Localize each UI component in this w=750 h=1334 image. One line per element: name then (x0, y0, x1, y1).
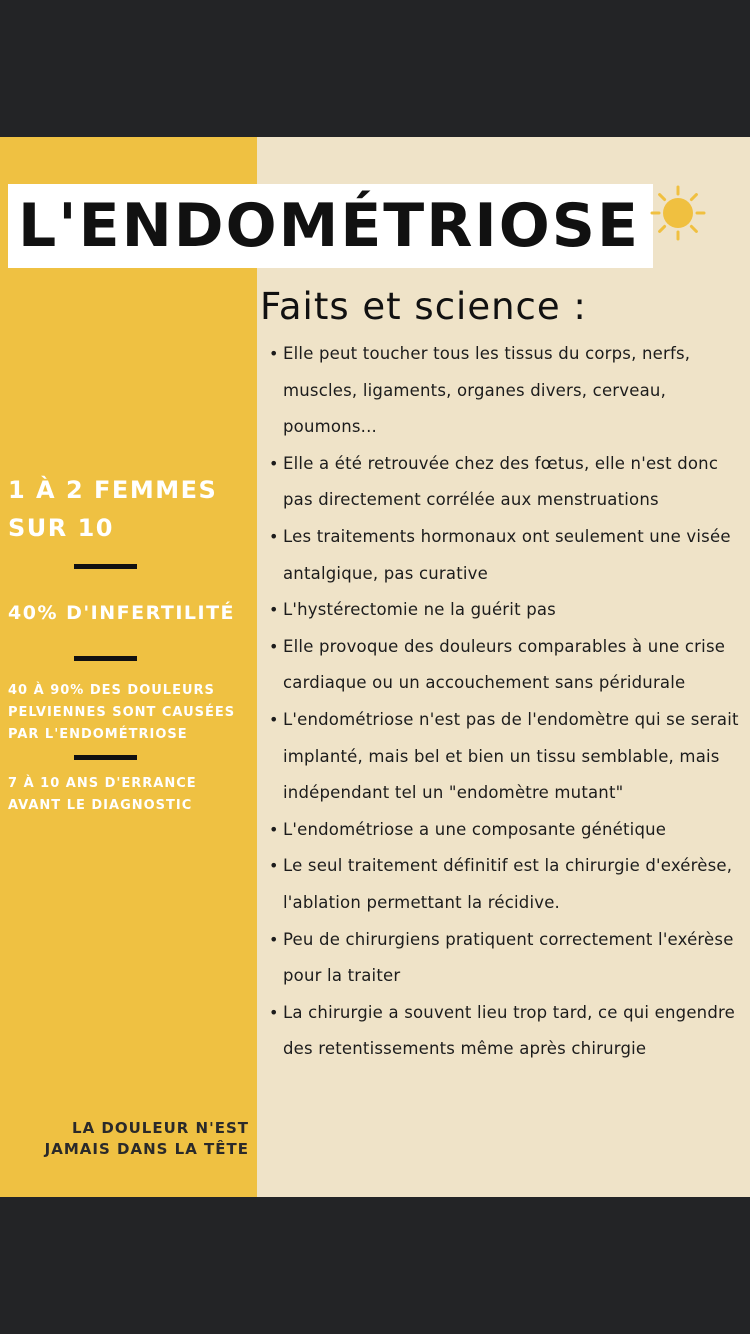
fact-text: L'endométriose n'est pas de l'endomètre qui se serait implanté, mais bel et bien un tissu semblable, mais indépendant tel un "endomètre mutant" (283, 709, 739, 803)
stat-diagnosis-delay: 7 À 10 ANS D'ERRANCE AVANT LE DIAGNOSTIC (8, 776, 197, 813)
page-title: L'ENDOMÉTRIOSE (18, 191, 640, 261)
list-item (267, 629, 742, 702)
sun-icon (650, 185, 706, 241)
fact-text: L'endométriose a une composante génétique (283, 819, 667, 839)
bullet-icon: • (269, 636, 279, 656)
list-item (267, 446, 742, 519)
facts-list (267, 336, 742, 1068)
list-item (267, 922, 742, 995)
stat-women-ratio: 1 À 2 FEMMES SUR 10 (8, 476, 218, 542)
infographic-poster (0, 137, 750, 1197)
pain-note: LA DOULEUR N'EST JAMAIS DANS LA TÊTE (44, 1119, 249, 1158)
bullet-icon: • (269, 600, 279, 620)
fact-text: Elle peut toucher tous les tissus du corps, nerfs, muscles, ligaments, organes divers, cerveau, poumons... (283, 344, 691, 437)
divider (74, 755, 137, 760)
fact-text: La chirurgie a souvent lieu trop tard, ce qui engendre des retentissements même après chirurgie (283, 1002, 735, 1059)
fact-text: L'hystérectomie ne la guérit pas (283, 600, 556, 620)
list-item (267, 592, 742, 629)
fact-text: Elle provoque des douleurs comparables à une crise cardiaque ou un accouchement sans péridurale (283, 636, 726, 693)
fact-text: Peu de chirurgiens pratiquent correctement l'exérèse pour la traiter (283, 929, 734, 986)
bullet-icon: • (269, 1002, 279, 1022)
stats-column (0, 137, 257, 1197)
list-item (267, 848, 742, 921)
list-item (267, 812, 742, 849)
stat-pelvic-pain: 40 À 90% DES DOULEURS PELVIENNES SONT CAUSÉES PAR L'ENDOMÉTRIOSE (8, 683, 236, 742)
list-item (267, 519, 742, 592)
stat-infertility: 40% D'INFERTILITÉ (8, 602, 236, 624)
divider (74, 656, 137, 661)
fact-text: Le seul traitement définitif est la chirurgie d'exérèse, l'ablation permettant la récidive. (283, 856, 733, 912)
bullet-icon: • (269, 526, 279, 546)
bullet-icon: • (269, 856, 279, 876)
list-item (267, 336, 742, 446)
list-item (267, 995, 742, 1068)
section-title: Faits et science : (260, 285, 587, 328)
bullet-icon: • (269, 709, 279, 729)
list-item (267, 702, 742, 812)
bullet-icon: • (269, 819, 279, 839)
bullet-icon: • (269, 344, 279, 363)
bullet-icon: • (269, 453, 279, 473)
bullet-icon: • (269, 929, 279, 949)
title-banner (8, 184, 653, 268)
divider (74, 564, 137, 569)
fact-text: Les traitements hormonaux ont seulement une visée antalgique, pas curative (283, 526, 731, 583)
fact-text: Elle a été retrouvée chez des fœtus, elle n'est donc pas directement corrélée aux menstruations (283, 453, 719, 510)
